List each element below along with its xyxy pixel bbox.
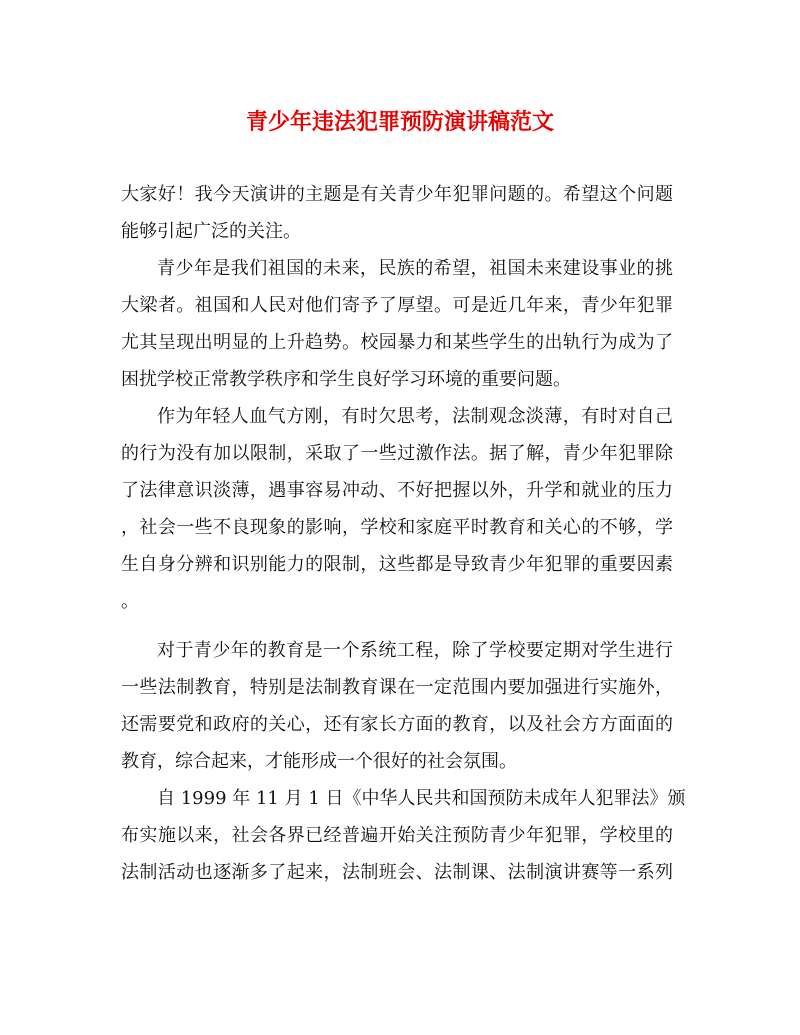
paragraph-line: 大梁者。祖国和人民对他们寄予了厚望。可是近几年来，青少年犯罪 xyxy=(121,295,673,316)
paragraph-line: ，社会一些不良现象的影响，学校和家庭平时教育和关心的不够，学 xyxy=(121,517,673,538)
paragraph-line: 布实施以来，社会各界已经普遍开始关注预防青少年犯罪，学校里的 xyxy=(121,825,673,846)
paragraph-line: 的行为没有加以限制，采取了一些过激作法。据了解，青少年犯罪除 xyxy=(121,443,673,464)
paragraph-line: 青少年是我们祖国的未来，民族的希望，祖国未来建设事业的挑 xyxy=(157,258,673,279)
paragraph-gap xyxy=(121,620,673,632)
paragraph-line: 法制活动也逐渐多了起来，法制班会、法制课、法制演讲赛等一系列 xyxy=(121,862,673,883)
paragraph-line: 大家好！我今天演讲的主题是有关青少年犯罪问题的。希望这个问题 xyxy=(121,184,673,205)
paragraph-line: 。 xyxy=(121,591,139,612)
paragraph-line: 对于青少年的教育是一个系统工程，除了学校要定期对学生进行 xyxy=(157,640,673,661)
paragraph-line: 生自身分辨和识别能力的限制，这些都是导致青少年犯罪的重要因素 xyxy=(121,554,673,575)
paragraph-1 xyxy=(121,176,673,250)
paragraph-line: 能够引起广泛的关注。 xyxy=(121,221,301,242)
paragraph-5 xyxy=(121,780,686,891)
document-body xyxy=(121,176,686,891)
paragraph-4 xyxy=(121,632,673,780)
paragraph-line: 尤其呈现出明显的上升趋势。校园暴力和某些学生的出轨行为成为了 xyxy=(121,332,673,353)
paragraph-line: 一些法制教育，特别是法制教育课在一定范围内要加强进行实施外， xyxy=(121,677,673,698)
paragraph-line: 自 1999 年 11 月 1 日《中华人民共和国预防未成年人犯罪法》颁 xyxy=(157,788,686,809)
document-title: 青少年违法犯罪预防演讲稿范文 xyxy=(245,109,554,135)
paragraph-2 xyxy=(121,250,673,398)
paragraph-3 xyxy=(121,398,673,620)
paragraph-line: 困扰学校正常教学秩序和学生良好学习环境的重要问题。 xyxy=(121,369,571,390)
paragraph-line: 了法律意识淡薄，遇事容易冲动、不好把握以外，升学和就业的压力 xyxy=(121,480,673,501)
paragraph-line: 教育，综合起来，才能形成一个很好的社会氛围。 xyxy=(121,751,517,772)
paragraph-line: 还需要党和政府的关心，还有家长方面的教育，以及社会方方面面的 xyxy=(121,714,673,735)
paragraph-line: 作为年轻人血气方刚，有时欠思考，法制观念淡薄，有时对自己 xyxy=(157,406,673,427)
